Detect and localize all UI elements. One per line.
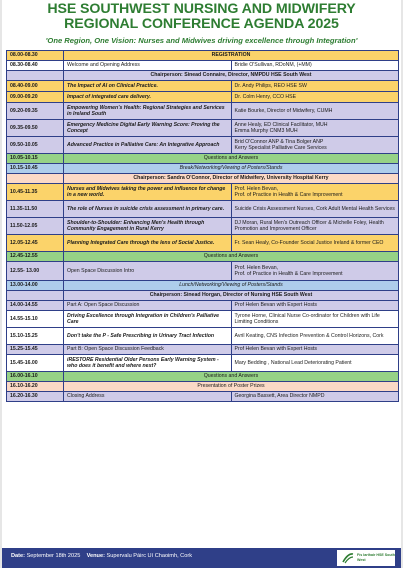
row-speaker: Katie Bourke, Director of Midwifery, CUMH <box>231 103 399 120</box>
agenda-row <box>7 61 399 71</box>
row-session: Welcome and Opening Address <box>64 61 232 71</box>
row-speaker: Dr. Andy Philips, REO HSE SW <box>231 81 399 92</box>
row-speaker: Fr. Sean Healy, Co-Founder Social Justice Ireland & former CEO <box>231 235 399 252</box>
row-speaker: Anne Healy, ED Clinical Facilitator, MUH Emma Murphy CNM3 MUH <box>231 120 399 137</box>
agenda-row <box>7 137 399 154</box>
hse-logo <box>337 550 395 566</box>
row-time: 08.40-09.00 <box>7 81 64 92</box>
agenda-row <box>7 392 399 402</box>
row-speaker: Mary Bedding , National Lead Deteriorating Patient <box>231 355 399 372</box>
row-speaker: DJ Moran, Rural Men's Outreach Officer & Michelle Foley, Health Promotion and Improvement Officer <box>231 218 399 235</box>
row-time: 16.00-16.10 <box>7 372 64 382</box>
agenda-row <box>7 120 399 137</box>
agenda-row <box>7 164 399 174</box>
row-time: 09.20-09.35 <box>7 103 64 120</box>
row-full-text: Questions and Answers <box>64 252 399 262</box>
row-session: Planning Integrated Care through the lens of Social Justice. <box>64 235 232 252</box>
agenda-row <box>7 382 399 392</box>
row-full-text: Chairperson: Sinead Horgan, Director of Nursing HSE South West <box>64 291 399 301</box>
agenda-row <box>7 92 399 103</box>
agenda-row <box>7 291 399 301</box>
agenda-table <box>6 50 399 402</box>
agenda-row <box>7 345 399 355</box>
row-time: 13.00-14.00 <box>7 281 64 291</box>
agenda-row <box>7 372 399 382</box>
row-session: Impact of integrated care delivery. <box>64 92 232 103</box>
row-time <box>7 71 64 81</box>
row-speaker: Tyrone Horne, Clinical Nurse Co-ordinator for Children with Life Limiting Conditions <box>231 311 399 328</box>
agenda-row <box>7 218 399 235</box>
row-session: iRESTORE Residential Older Persons Early Warning System - who does it benefit and where next? <box>64 355 232 372</box>
row-time: 15.10-15.25 <box>7 328 64 345</box>
row-time: 09.50-10.05 <box>7 137 64 154</box>
venue-label: Venue: <box>86 553 105 559</box>
agenda-row <box>7 154 399 164</box>
logo-text: Fís Iarthair HSE South West <box>357 553 395 562</box>
agenda-row <box>7 184 399 201</box>
row-time: 16.20-16.30 <box>7 392 64 402</box>
row-full-text: Presentation of Poster Prizes <box>64 382 399 392</box>
row-full-text: Lunch/Networking/Viewing of Posters/Stands <box>64 281 399 291</box>
row-time: 11.35-11.50 <box>7 201 64 218</box>
row-speaker: Prof Helen Bevan with Expert Hosts <box>231 345 399 355</box>
row-speaker: Dr. Colm Henry, CCO HSE <box>231 92 399 103</box>
agenda-row <box>7 301 399 311</box>
page-title <box>2 2 401 32</box>
footer-bar <box>2 548 401 568</box>
row-speaker: Brid O'Connor ANP & Tina Bolger ANP Kerry Specialist Palliative Care Services <box>231 137 399 154</box>
footer-info <box>11 553 192 559</box>
agenda-row <box>7 51 399 61</box>
row-session: Driving Excellence through Integration in Children's Palliative Care <box>64 311 232 328</box>
row-time: 08.30-08.40 <box>7 61 64 71</box>
row-speaker: Bridie O'Sullivan, RDoNM, (+MM) <box>231 61 399 71</box>
row-session: Closing Address <box>64 392 232 402</box>
title-line-1: HSE SOUTHWEST NURSING AND MIDWIFERY <box>47 1 356 17</box>
row-session: Nurses and Midwives taking the power and influence for change in a new world. <box>64 184 232 201</box>
row-session: Open Space Discussion Intro <box>64 262 232 281</box>
row-full-text: Chairperson: Sandra O'Connor, Director of Midwifery, University Hospital Kerry <box>64 174 399 184</box>
row-session: Emergency Medicine Digital Early Warning Score: Proving the Concept <box>64 120 232 137</box>
row-time: 10.45-11.35 <box>7 184 64 201</box>
title-line-2: REGIONAL CONFERENCE AGENDA 2025 <box>64 16 339 32</box>
date-label: Date: <box>11 553 25 559</box>
row-session: The Impact of AI on Clinical Practice. <box>64 81 232 92</box>
row-time: 12.55- 13.00 <box>7 262 64 281</box>
agenda-row <box>7 355 399 372</box>
row-time: 15.45-16.00 <box>7 355 64 372</box>
row-session: Shoulder-to-Shoulder: Enhancing Men's Health through Community Engagement in Rural Kerry <box>64 218 232 235</box>
agenda-row <box>7 235 399 252</box>
row-session: Don't take the P - Safe Prescribing in Urinary Tract Infection <box>64 328 232 345</box>
agenda-row <box>7 201 399 218</box>
agenda-row <box>7 71 399 81</box>
page-subtitle: 'One Region, One Vision: Nurses and Midwives driving excellence through Integration' <box>45 36 358 45</box>
row-speaker: Prof Helen Bevan with Expert Hosts <box>231 301 399 311</box>
row-full-text: REGISTRATION <box>64 51 399 61</box>
agenda-page <box>2 0 401 568</box>
row-time <box>7 174 64 184</box>
agenda-row <box>7 281 399 291</box>
agenda-row <box>7 311 399 328</box>
agenda-row <box>7 81 399 92</box>
row-time: 11.50-12.05 <box>7 218 64 235</box>
row-speaker: Prof. Helen Bevan, Prof. of Practice in Health & Care Improvement <box>231 262 399 281</box>
row-time: 09.00-09.20 <box>7 92 64 103</box>
row-time: 12.05-12.45 <box>7 235 64 252</box>
row-time: 10.05-10.15 <box>7 154 64 164</box>
row-time: 10.15-10.45 <box>7 164 64 174</box>
row-time: 14.55-15.10 <box>7 311 64 328</box>
row-time: 15.25-15.45 <box>7 345 64 355</box>
row-speaker: Avril Keating, CNS Infection Prevention & Control Horizons, Cork <box>231 328 399 345</box>
venue-value: Supervalu Páirc Uí Chaoimh, Cork <box>106 553 192 559</box>
row-time: 14.00-14.55 <box>7 301 64 311</box>
row-session: Advanced Practice in Palliative Care: An Integrative Approach <box>64 137 232 154</box>
agenda-row <box>7 252 399 262</box>
agenda-row <box>7 262 399 281</box>
row-session: Empowering Women's Health: Regional Strategies and Services in Ireland South <box>64 103 232 120</box>
row-full-text: Questions and Answers <box>64 154 399 164</box>
row-speaker: Suicide Crisis Assessment Nurses, Cork Adult Mental Health Services <box>231 201 399 218</box>
row-time: 09.35-09.50 <box>7 120 64 137</box>
hse-logo-icon <box>341 551 355 565</box>
row-time: 16.10-16.20 <box>7 382 64 392</box>
row-full-text: Break/Networking/Viewing of Posters/Stands <box>64 164 399 174</box>
agenda-row <box>7 103 399 120</box>
row-speaker: Prof. Helen Bevan, Prof. of Practice in Health & Care Improvement <box>231 184 399 201</box>
row-session: Part B: Open Space Discussion Feedback <box>64 345 232 355</box>
row-full-text: Questions and Answers <box>64 372 399 382</box>
row-time <box>7 291 64 301</box>
row-time: 12.45-12.55 <box>7 252 64 262</box>
agenda-row <box>7 174 399 184</box>
row-speaker: Georgina Bassett, Area Director NMPD <box>231 392 399 402</box>
row-session: Part A: Open Space Discussion <box>64 301 232 311</box>
row-full-text: Chairperson: Sinead Connaire, Director, NMPDU HSE South West <box>64 71 399 81</box>
agenda-row <box>7 328 399 345</box>
row-session: The role of Nurses in suicide crisis assessment in primary care. <box>64 201 232 218</box>
date-value: September 18th 2025 <box>26 553 81 559</box>
row-time: 08.00-08.30 <box>7 51 64 61</box>
